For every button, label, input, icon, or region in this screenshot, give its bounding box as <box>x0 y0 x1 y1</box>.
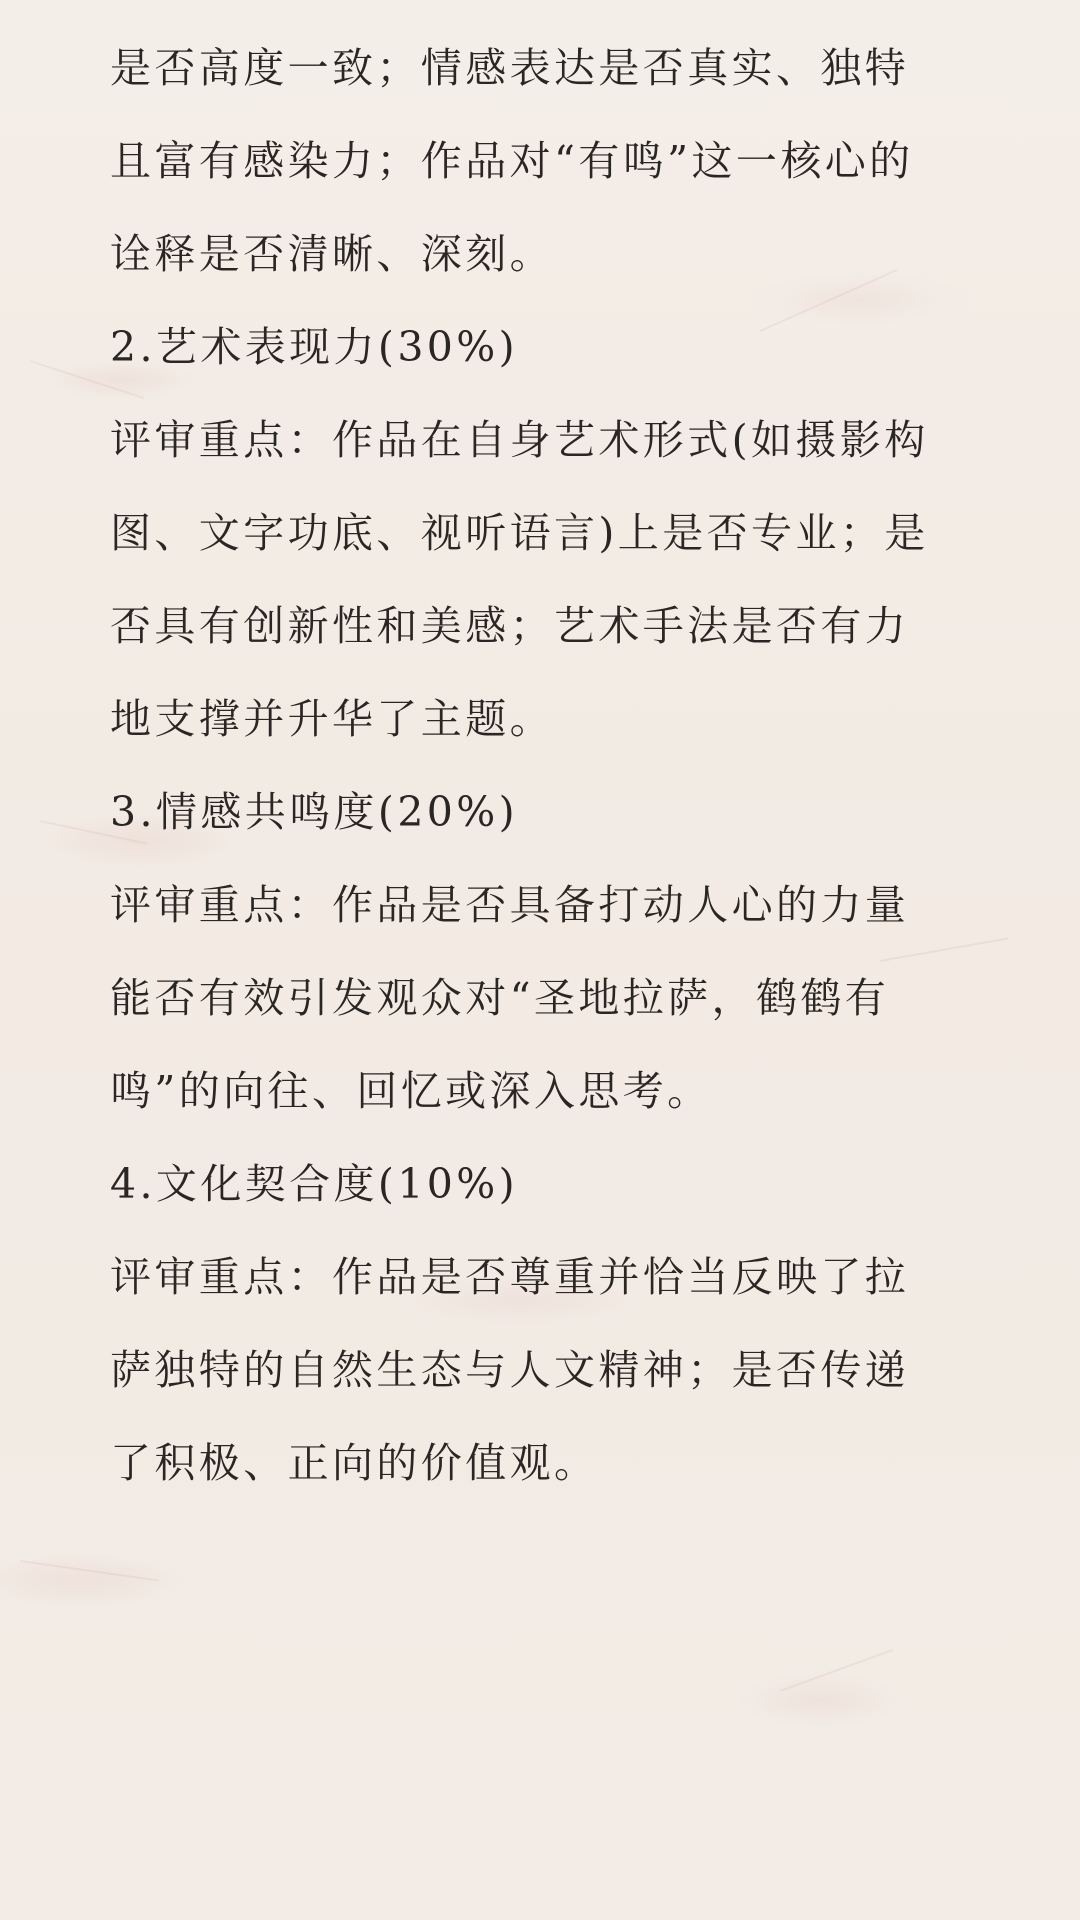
section-heading: 4.文化契合度(10%) <box>110 1160 519 1208</box>
paper-fiber <box>20 1560 159 1581</box>
text-line: 地支撑并升华了主题。 <box>110 695 554 743</box>
text-line: 萨独特的自然生态与人文精神；是否传递 <box>110 1346 910 1394</box>
document-body <box>110 22 980 1510</box>
text-line: 评审重点：作品是否具备打动人心的力量 <box>110 881 910 929</box>
section-heading: 3.情感共鸣度(20%) <box>110 788 519 836</box>
paper-fiber <box>780 1649 893 1692</box>
text-line: 鸣”的向往、回忆或深入思考。 <box>110 1067 712 1115</box>
text-line: 图、文字功底、视听语言)上是否专业；是 <box>110 509 929 557</box>
text-line: 评审重点：作品是否尊重并恰当反映了拉 <box>110 1253 910 1301</box>
section-heading: 2.艺术表现力(30%) <box>110 323 519 371</box>
text-line: 诠释是否清晰、深刻。 <box>110 230 554 278</box>
text-line: 了积极、正向的价值观。 <box>110 1439 599 1487</box>
text-line: 否具有创新性和美感；艺术手法是否有力 <box>110 602 910 650</box>
text-line: 能否有效引发观众对“圣地拉萨，鹤鹤有 <box>110 974 890 1022</box>
text-line: 是否高度一致；情感表达是否真实、独特 <box>110 44 910 92</box>
text-line: 评审重点：作品在自身艺术形式(如摄影构 <box>110 416 929 464</box>
text-line: 且富有感染力；作品对“有鸣”这一核心的 <box>110 137 914 185</box>
